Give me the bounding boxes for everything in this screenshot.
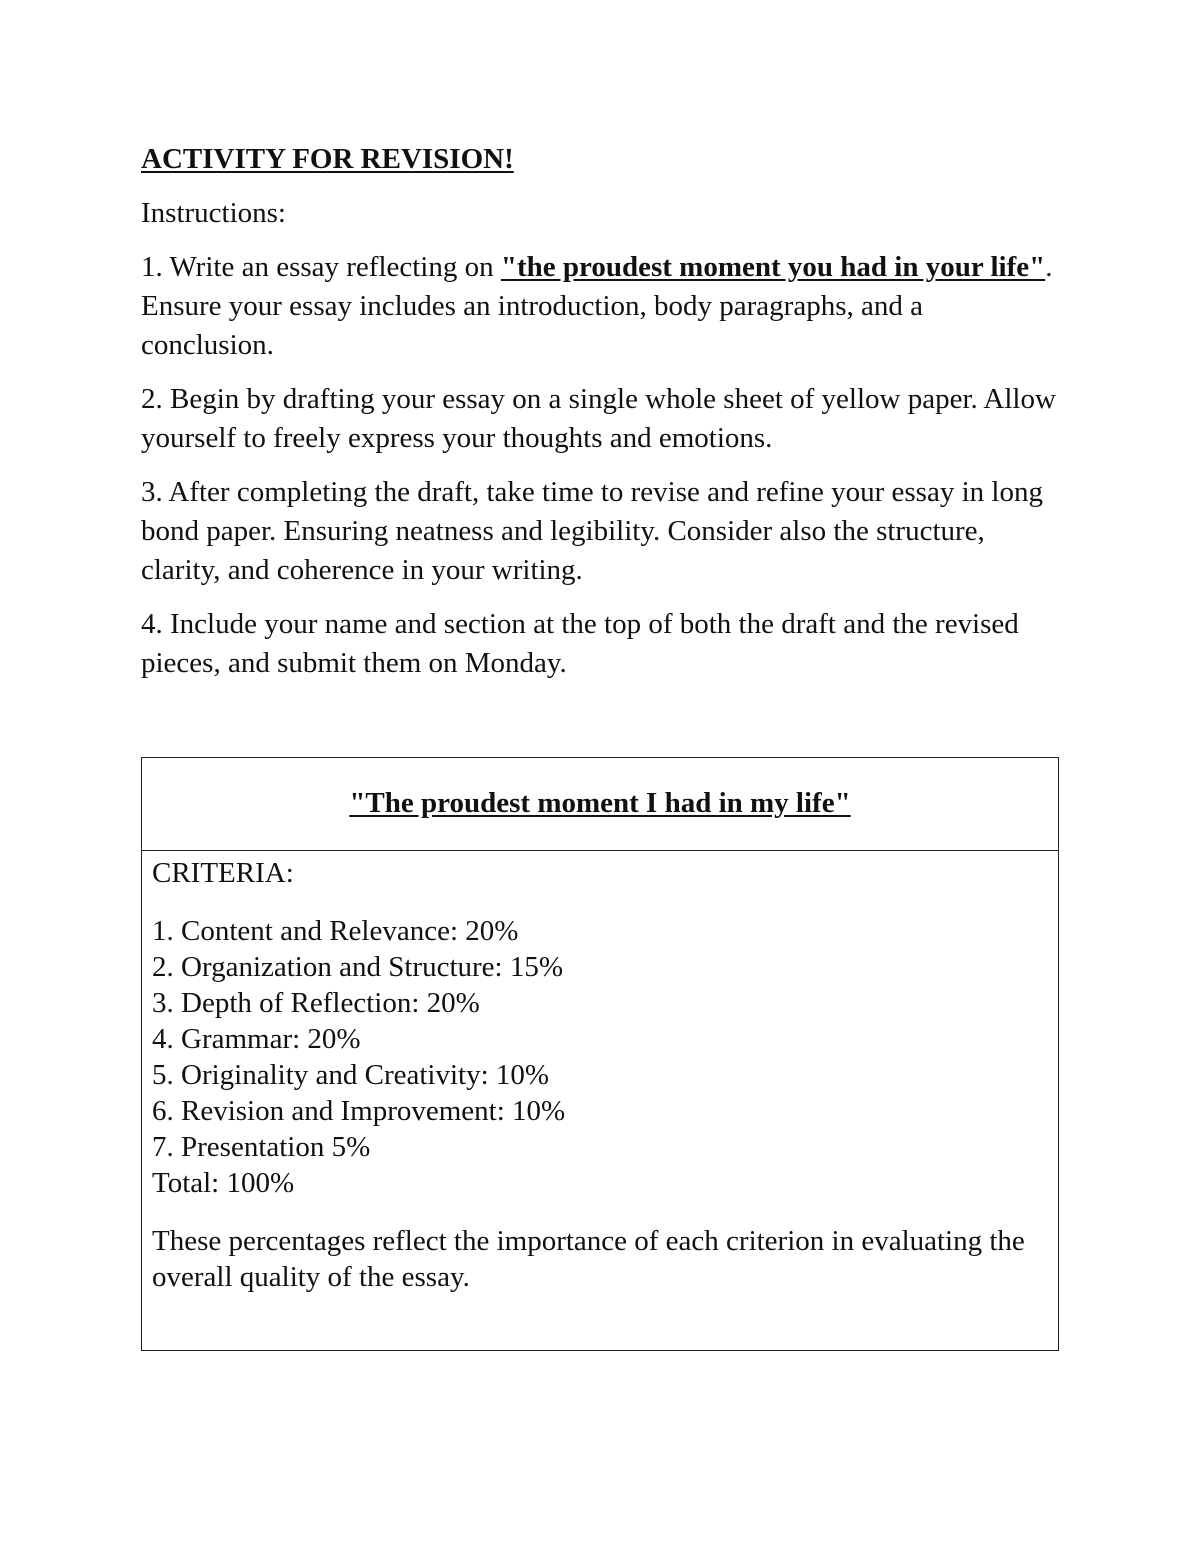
rubric-table (141, 757, 1059, 1351)
page-title: ACTIVITY FOR REVISION! (141, 143, 514, 175)
criteria-label: CRITERIA: (152, 857, 294, 889)
instruction-item-4: 4. Include your name and section at the top of both the draft and the revised pieces, and submit them on Monday. (141, 608, 1019, 679)
instructions-section (141, 140, 1059, 698)
criteria-item: 2. Organization and Structure: 15% (152, 951, 563, 983)
instructions-label: Instructions: (141, 197, 286, 229)
rubric-title: "The proudest moment I had in my life" (142, 758, 1058, 851)
instruction-1-before: 1. Write an essay reflecting on (141, 251, 501, 283)
criteria-item: 6. Revision and Improvement: 10% (152, 1095, 566, 1127)
criteria-item: 3. Depth of Reflection: 20% (152, 987, 480, 1019)
criteria-item: 5. Originality and Creativity: 10% (152, 1059, 550, 1091)
instruction-1-topic: "the proudest moment you had in your life" (500, 251, 1046, 283)
criteria-total: Total: 100% (152, 1167, 295, 1199)
instruction-item-3: 3. After completing the draft, take time to revise and refine your essay in long bond paper. Ensuring neatness and legibility. Consider also the structure, clarity, and coherence in your writing. (141, 476, 1043, 586)
instruction-item-2: 2. Begin by drafting your essay on a single whole sheet of yellow paper. Allow yourself to freely express your thoughts and emotions. (141, 383, 1056, 454)
criteria-list (152, 913, 1048, 1165)
criteria-item: 4. Grammar: 20% (152, 1023, 361, 1055)
instruction-1-after: . Ensure your essay includes an introduction, body paragraphs, and a conclusion. (141, 251, 1053, 361)
instruction-item-1 (141, 248, 1059, 365)
criteria-item: 1. Content and Relevance: 20% (152, 915, 519, 947)
rubric-body (142, 851, 1058, 1295)
criteria-item: 7. Presentation 5% (152, 1131, 371, 1163)
criteria-note: These percentages reflect the importance of each criterion in evaluating the overall quality of the essay. (152, 1225, 1025, 1293)
